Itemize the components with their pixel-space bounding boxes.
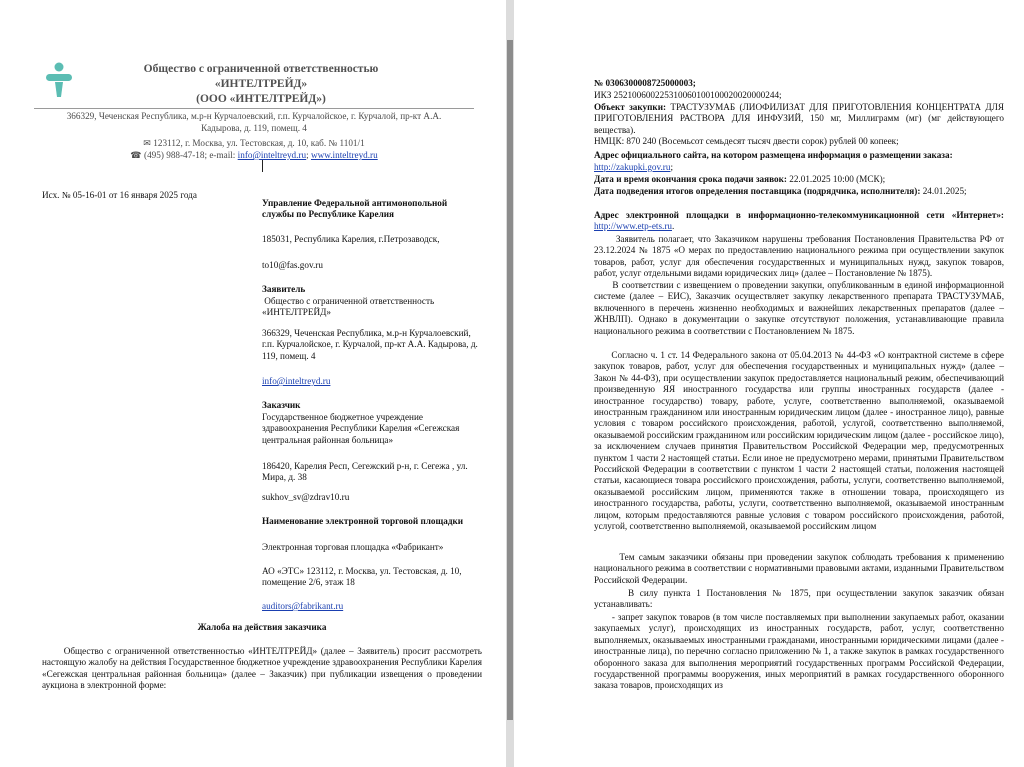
nmck: НМЦК: 870 240 (Восемьсот семьдесят тысяч двести сорок) рублей 00 копеек;: [594, 136, 899, 146]
letterhead-address-1: 366329, Чеченская Республика, м.р-н Курчалоевский, г.п. Курчалойское, г. Курчалой, пр-кт А.А.: [66, 111, 442, 121]
org-name-line-1: Общество с ограниченной ответственностью: [143, 63, 379, 75]
deadline-value: 22.01.2025 10:00 (МСК);: [786, 174, 886, 184]
platform-address: [594, 210, 1004, 233]
page-separator: [507, 40, 513, 720]
letterhead-phone: ☎ (495) 988-47-18; e-mail:: [130, 150, 238, 160]
customer-name: Государственное бюджетное учреждение здравоохранения Республики Карелия «Сегежская центральная районная больница»: [262, 412, 462, 445]
official-site-link[interactable]: http://zakupki.gov.ru: [594, 162, 671, 172]
summary-date: [594, 186, 1004, 197]
complaint-intro: Общество с ограниченной ответственностью «ИНТЕЛТРЕЙД» (далее – Заявитель) просит рассмотреть настоящую жалобу на действия Государственное бюджетное учреждение здравоохранения Республики Карелия «Сегежская центральная районная больница» (далее – Заказчик) при публикации извещения о проведении аукциона в электронной форме:: [42, 646, 485, 691]
paragraph-3: Согласно ч. 1 ст. 14 Федерального закона от 05.04.2013 № 44-ФЗ «О контрактной системе в сфере закупок товаров, работ, услуг для обеспечения государственных и муниципальных нужд» (далее – Закон № 44-ФЗ), при осуществлении закупок предоставляется национальный режим, обеспечивающий произведенную ЯЯ иностранного государства или группы иностранных государств (далее - иностранное государство) товару, работе, услуге, соответственно выполняемой, оказываемой иностранным гражданином или иностранным юридическим лицом (далее - иностранное лицо), равные условия с товаром российского происхождения, работой, услугой, соответственно выполняемой, оказываемой российским гражданином или российским юридическим лицом (далее - российское лицо), за исключением случаев принятия Правительством Российской Федерации мер, предусмотренных пунктом 1 части 2 настоящей статьи. Если иное не предусмотрено мерами, принятыми Правительством Российской Федерации в соответствии с пунктом 1 части 2 настоящей статьи, положения настоящей статьи, касающиеся товара российского происхождения, работы, услуги, соответственно выполняемой, оказываемой российским лицом, применяются также в отношении товара, происходящего из иностранного государства, работы, услуги, соответственно выполняемой, оказываемой иностранным лицом, которым предоставляются равные условия с товаром российского происхождения, работой, услугой, соответственно выполняемой, оказываемой российским лицом: [594, 350, 1007, 532]
applicant-address: 366329, Чеченская Республика, м.р-н Курчалоевский, г.п. Курчалойское, г. Курчалой, пр-кт А.А. Кадырова, д. 119, помещ. 4: [262, 328, 481, 361]
paragraph-4: Тем самым заказчики обязаны при проведении закупок соблюдать требования к применению национального режима в соответствии с нормативными правовыми актами, изданными Правительством Российской Федерации.: [594, 552, 1007, 585]
customer-address: 186420, Карелия Респ, Сегежский р-н, г. Сегежа , ул. Мира, д. 38: [262, 461, 470, 483]
summary-date-value: 24.01.2025;: [920, 186, 967, 196]
paragraph-1: Заявитель полагает, что Заказчиком нарушены требования Постановления Правительства РФ от 23.12.2024 № 1875 «О мерах по предоставлению национального режима при осуществлении закупок товаров, работ, услуг для обеспечения государственных и муниципальных нужд, закупок товаров, работ, услуг отдельными видами юридических лиц» (далее – Постановление № 1875).: [594, 234, 1007, 279]
official-site-label: Адрес официального сайта, на котором размещена информация о размещении заказа:: [594, 150, 953, 160]
customer-label: Заказчик: [262, 400, 301, 410]
recipient-email: to10@fas.gov.ru: [262, 260, 323, 270]
letterhead-address-2: Кадырова, д. 119, помещ. 4: [201, 123, 307, 133]
org-name-line-3: (ООО «ИНТЕЛТРЕЙД»): [196, 93, 326, 105]
purchase-object: [594, 102, 1007, 136]
applicant-email-link[interactable]: info@inteltreyd.ru: [262, 376, 331, 386]
purchase-object-value: ТРАСТУЗУМАБ (ЛИОФИЛИЗАТ ДЛЯ ПРИГОТОВЛЕНИЯ КОНЦЕНТРАТА ДЛЯ ПРИГОТОВЛЕНИЯ РАСТВОРА ДЛЯ ИНФУЗИЙ, 150 мг, Миллиграмм (мг) (мг действующего вещества).: [594, 102, 1007, 135]
platform-label: Наименование электронной торговой площадки: [262, 516, 464, 526]
document-page-left: [0, 0, 506, 767]
operator-email-link[interactable]: auditors@fabrikant.ru: [262, 601, 344, 611]
platform-name: Электронная торговая площадка «Фабрикант»: [262, 542, 444, 552]
text-cursor: [262, 160, 263, 172]
outgoing-number: Исх. № 05-16-01 от 16 января 2025 года: [42, 190, 197, 200]
official-site-end: ;: [670, 162, 674, 172]
letterhead-address-3: ✉ 123112, г. Москва, ул. Тестовская, д. 10, каб. № 1101/1: [143, 138, 365, 148]
summary-date-label: Дата подведения итогов определения поставщика (подрядчика, исполнителя):: [594, 186, 921, 196]
letterhead-email-link[interactable]: info@inteltreyd.ru: [237, 150, 307, 160]
recipient-title: Управление Федеральной антимонопольной службы по Республике Карелия: [262, 198, 450, 220]
complaint-title: Жалоба на действия заказчика: [197, 622, 327, 632]
medical-cross-logo-icon: [44, 62, 74, 98]
customer-email: sukhov_sv@zdrav10.ru: [262, 492, 350, 502]
platform-url-end: .: [672, 221, 675, 232]
platform-operator: АО «ЭТС» 123112, г. Москва, ул. Тестовская, д. 10, помещение 2/6, этаж 18: [262, 566, 464, 588]
recipient-address: 185031, Республика Карелия, г.Петрозаводск,: [262, 234, 440, 244]
document-page-right: [514, 0, 1024, 767]
platform-address-label: Адрес электронной площадки в информационно-телекоммуникационной сети «Интернет»:: [594, 210, 1004, 220]
paragraph-5: В силу пункта 1 Постановления № 1875, при осуществлении закупок заказчик обязан устанавливать:: [594, 588, 1007, 610]
deadline: [594, 174, 1004, 185]
applicant-label: Заявитель: [262, 284, 306, 294]
paragraph-6: - запрет закупок товаров (в том числе поставляемых при выполнении закупаемых работ, оказании закупаемых услуг), происходящих из иностранных государств, работ, услуг, соответственно выполняемых, оказываемых иностранными гражданами, иностранными юридическими лицами (далее - иностранные лица), по перечню согласно приложению № 1, а также закупок в рамках государственного оборонного заказа для выполнения мероприятий государственных программ Российской Федерации, государственной программы вооружения, иных мероприятий в рамках государственного оборонного заказа товаров, происходящих из: [594, 612, 1007, 691]
deadline-label: Дата и время окончания срока подачи заявок:: [594, 174, 787, 184]
contacts-separator: ;: [306, 150, 311, 160]
platform-url-link[interactable]: http://www.etp-ets.ru: [594, 221, 672, 232]
purchase-object-label: Объект закупки:: [594, 102, 667, 112]
letterhead-contacts: [34, 150, 474, 161]
paragraph-2: В соответствии с извещением о проведении закупки, опубликованным в единой информационной системе (далее – ЕИС), Заказчик осуществляет закупку лекарственного препарата ТРАСТУЗУМАБ, включенного в перечень жизненно необходимых и важнейших лекарственных препаратов (далее – ЖНВЛП). Однако в документации о закупке отсутствуют положения, устанавливающие правила национального режима в соответствии с Постановлением № 1875.: [594, 280, 1007, 336]
letterhead-divider: [34, 108, 474, 109]
org-name-line-2: «ИНТЕЛТРЕЙД»: [214, 78, 308, 90]
letterhead-website-link[interactable]: www.inteltreyd.ru: [310, 150, 378, 160]
applicant-name: Общество с ограниченной ответственность «ИНТЕЛТРЕЙД»: [262, 296, 437, 318]
official-site: [594, 162, 1004, 173]
ikz-code: ИКЗ 252100600225310060100100020020000244;: [594, 90, 782, 100]
notice-number: № 0306300008725000003;: [594, 78, 696, 88]
